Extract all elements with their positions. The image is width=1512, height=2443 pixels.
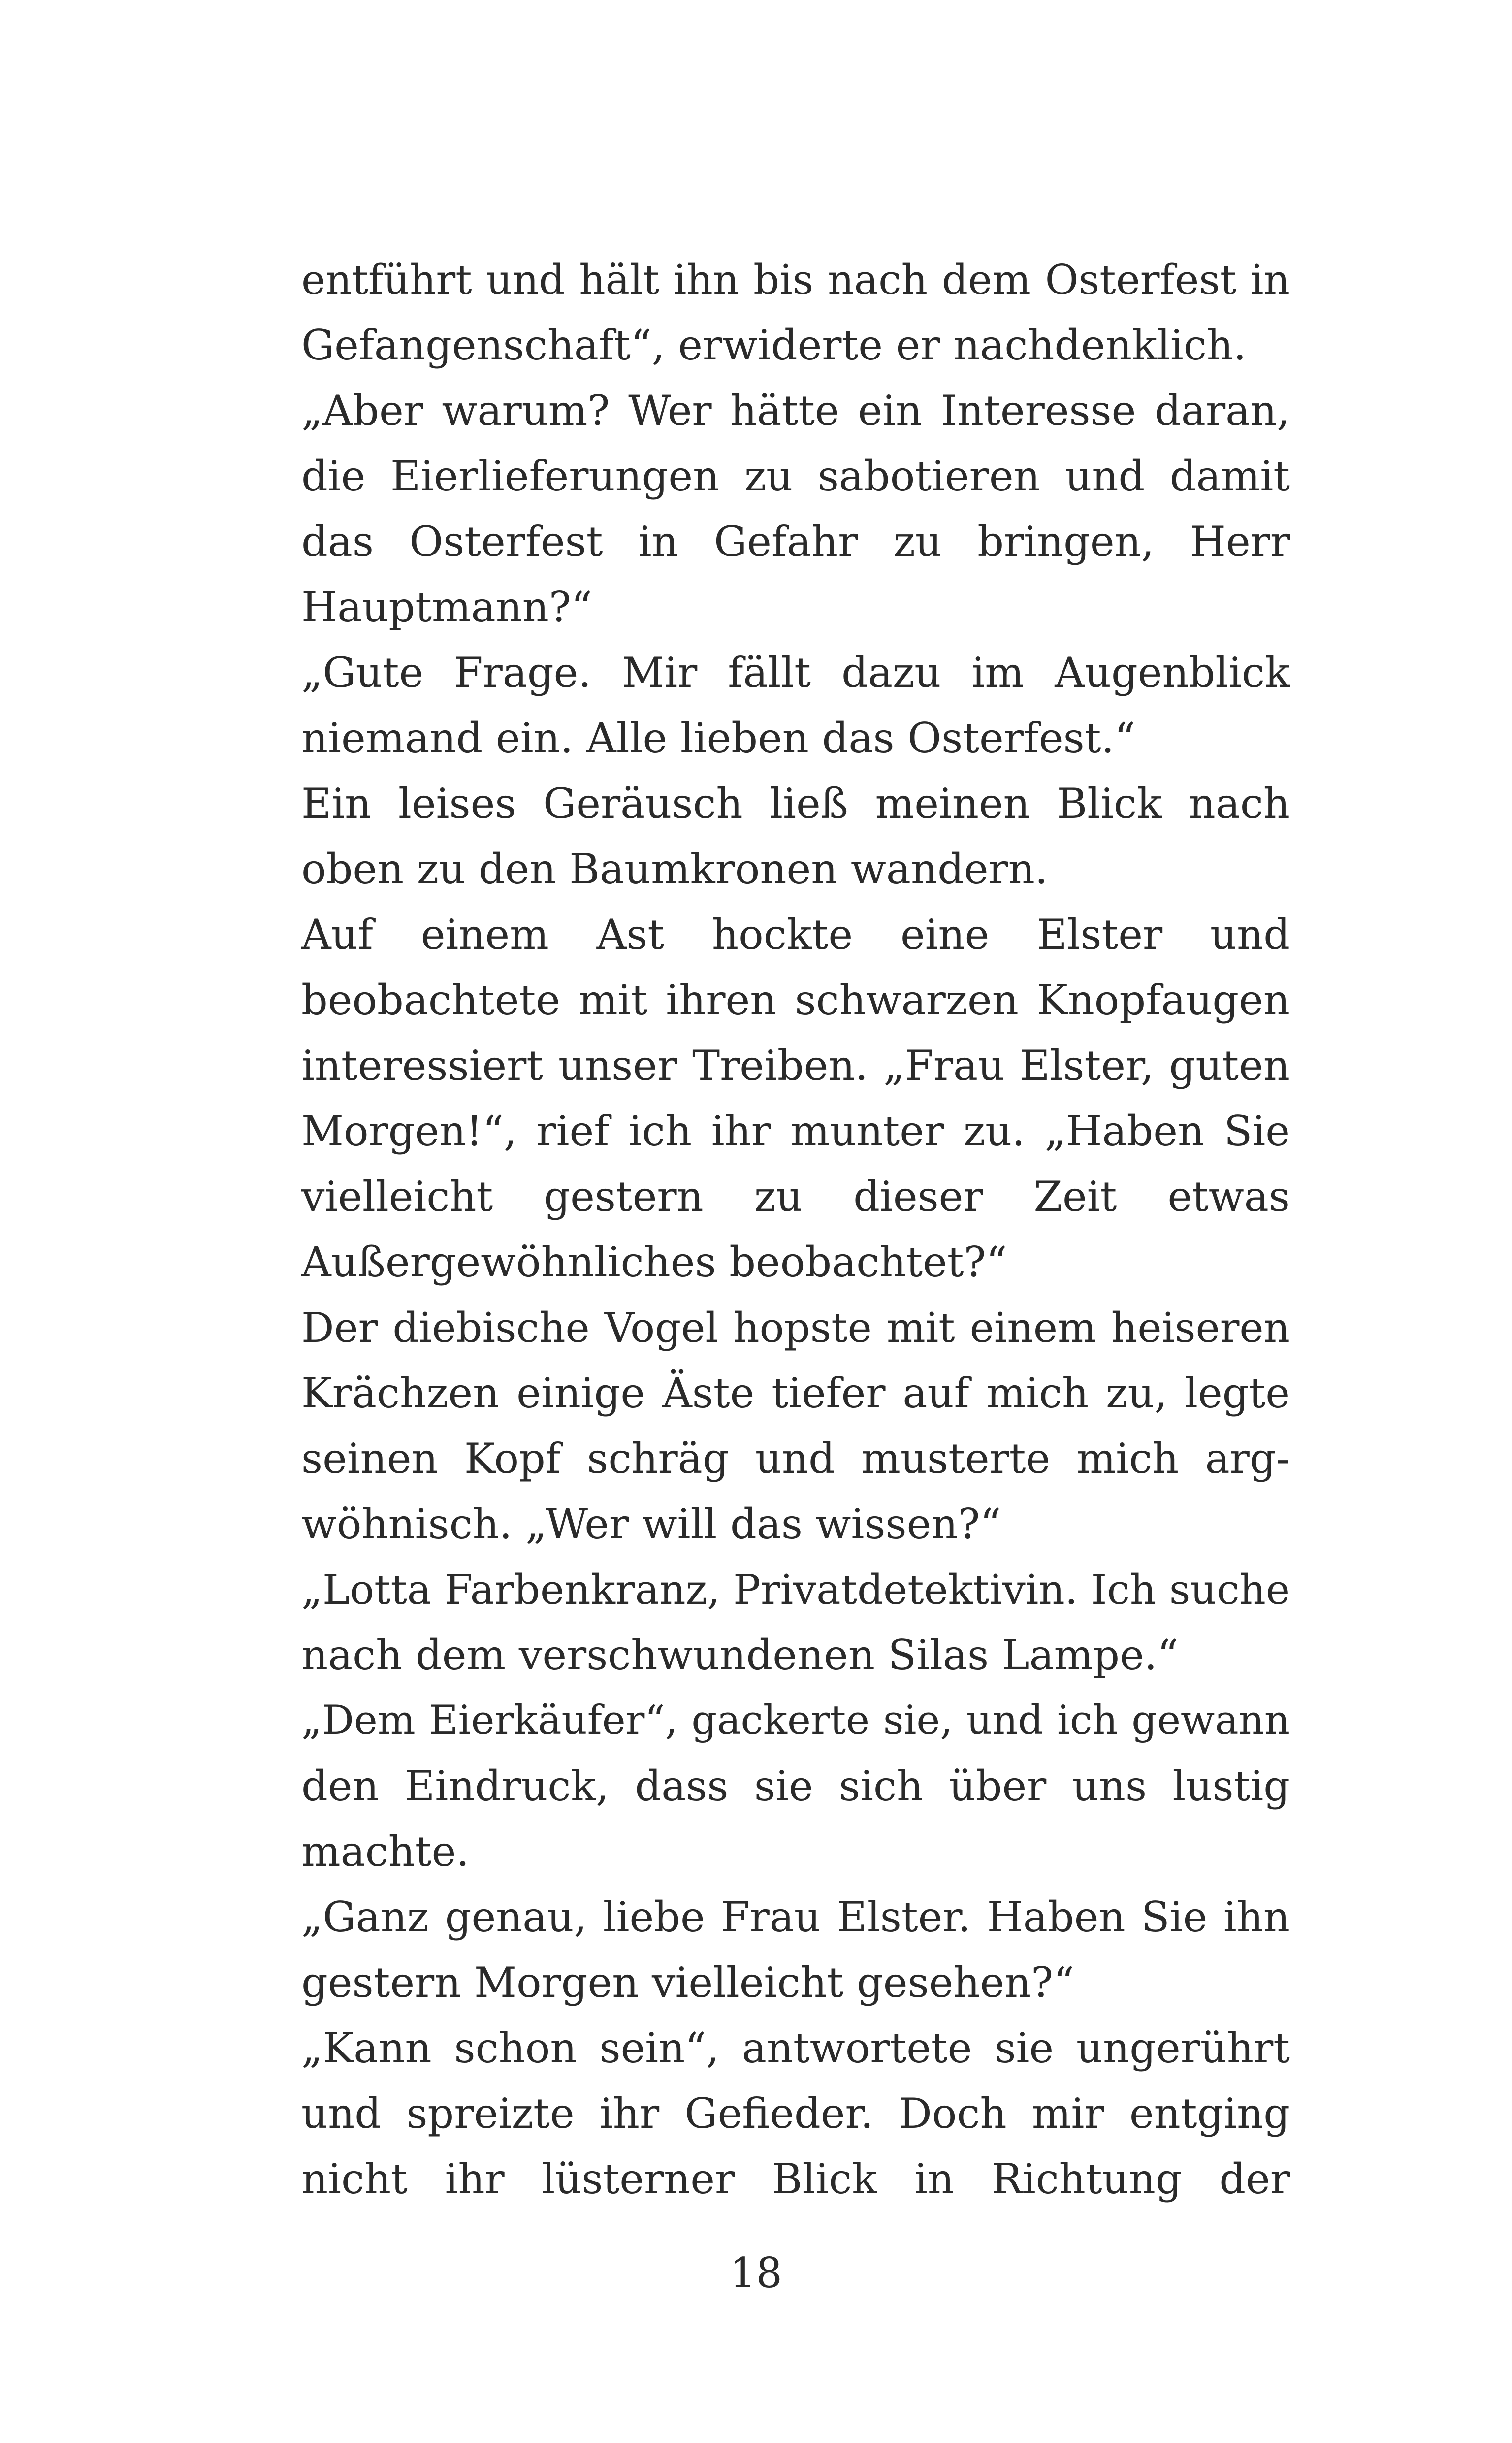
page-number: 18 [730,2249,782,2297]
text-line: entführt und hält ihn bis nach dem Osterfest in [301,256,1290,304]
text-line: den Eindruck, dass sie sich über uns lustig [301,1762,1290,1810]
text-line: Hauptmann?“ [301,583,592,631]
text-line: gestern Morgen vielleicht gesehen?“ [301,1958,1075,2007]
text-line: Ein leises Geräusch ließ meinen Blick nach [301,780,1290,828]
body-text [301,247,1290,2212]
text-line: nicht ihr lüsterner Blick in Richtung der [301,2155,1290,2203]
text-line: oben zu den Baumkronen wandern. [301,845,1048,893]
text-line: „Ganz genau, liebe Frau Elster. Haben Sie ihn [301,1893,1290,1941]
text-line: „Dem Eierkäufer“, gackerte sie, und ich gewann [301,1697,1290,1744]
text-line: „Aber warum? Wer hätte ein Interesse daran, [301,387,1290,435]
text-line: Außergewöhnliches beobachtet?“ [301,1238,1007,1286]
text-line: „Kann schon sein“, antwortete sie ungerührt [301,2024,1290,2072]
text-line: Gefangenschaft“, erwiderte er nachdenklich. [301,321,1247,369]
text-line: vielleicht gestern zu dieser Zeit etwas [301,1173,1290,1221]
text-line: das Osterfest in Gefahr zu bringen, Herr [301,518,1290,566]
text-line: wöhnisch. „Wer will das wissen?“ [301,1500,1001,1548]
text-line: machte. [301,1827,470,1876]
text-line: „Gute Frage. Mir fällt dazu im Augenblick [301,649,1290,697]
text-line: niemand ein. Alle lieben das Osterfest.“ [301,714,1136,762]
text-line: Morgen!“, rief ich ihr munter zu. „Haben Sie [301,1107,1290,1155]
text-line: „Lotta Farbenkranz, Privatdetektivin. Ich suche [301,1566,1290,1614]
text-line: seinen Kopf schräg und musterte mich arg- [301,1434,1290,1483]
text-line: nach dem verschwundenen Silas Lampe.“ [301,1631,1179,1679]
text-line: die Eierlieferungen zu sabotieren und damit [301,452,1290,500]
text-line: Der diebische Vogel hopste mit einem heiseren [301,1304,1290,1352]
text-line: Krächzen einige Äste tiefer auf mich zu, legte [301,1369,1290,1417]
text-line: beobachtete mit ihren schwarzen Knopfaugen [301,976,1290,1024]
text-line: und spreizte ihr Gefieder. Doch mir entging [301,2089,1290,2138]
text-line: interessiert unser Treiben. „Frau Elster, guten [301,1042,1290,1090]
text-line: Auf einem Ast hockte eine Elster und [301,911,1290,959]
